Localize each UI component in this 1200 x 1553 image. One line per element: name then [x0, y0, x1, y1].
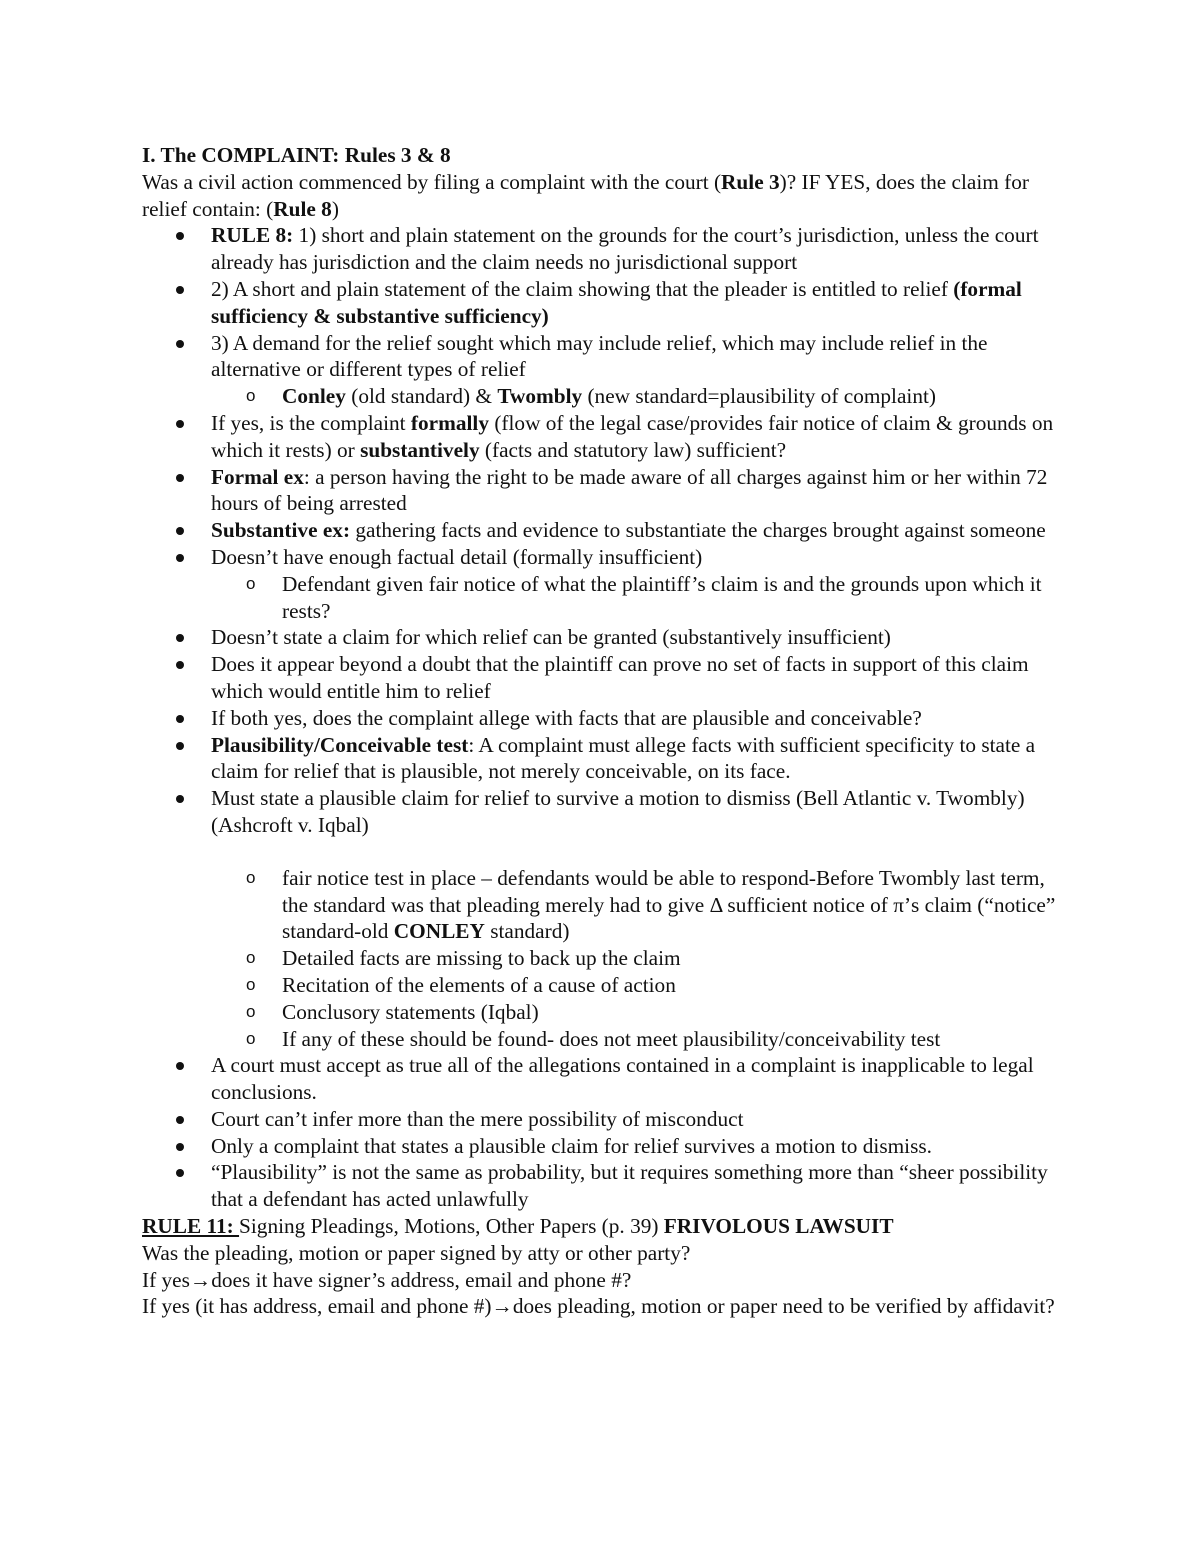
document-page: [142, 142, 1062, 1320]
item-text: standard): [484, 919, 570, 944]
list-item-rule8: [142, 222, 1062, 276]
item-text: 3) A demand for the relief sought which may include relief, which may include relief in the alternative or different types of relief: [211, 330, 988, 382]
item-text: Conclusory statements (Iqbal): [282, 999, 539, 1024]
item-text: If yes, is the complaint: [211, 410, 411, 435]
item-text: If both yes, does the complaint allege with facts that are plausible and conceivable?: [211, 705, 922, 730]
item-text: Doesn’t have enough factual detail (formally insufficient): [211, 544, 703, 569]
rule11-heading: [142, 1213, 1062, 1240]
item-text: 1) short and plain statement on the grounds for the court’s jurisdiction, unless the court already has jurisdiction and the claim needs no jurisdictional support: [211, 223, 1039, 275]
item-text: gathering facts and evidence to substantiate the charges brought against someone: [350, 518, 1046, 543]
item-bold: formally: [410, 410, 489, 435]
question-1: Was the pleading, motion or paper signed by atty or other party?: [142, 1240, 691, 1265]
item-text: : A complaint must allege facts with sufficient specificity to state a claim for relief that is plausible, not merely conceivable, on its face.: [211, 732, 1036, 784]
item-text: 2) A short and plain statement of the claim showing that the pleader is entitled to relief: [211, 276, 954, 301]
item-text: “Plausibility” is not the same as probability, but it requires something more than “sheer possibility that a defendant has acted unlawfully: [211, 1160, 1048, 1212]
list-item: [142, 705, 1062, 732]
sub-list-item: [142, 1026, 1062, 1053]
intro-rule3: Rule 3: [721, 169, 780, 194]
item-text: A court must accept as true all of the allegations contained in a complaint is inapplicable to legal conclusions.: [211, 1053, 1034, 1105]
intro-paragraph: [142, 169, 1062, 223]
question-2: [142, 1267, 1062, 1294]
list-item: [142, 330, 1062, 384]
item-text: Detailed facts are missing to back up the claim: [282, 946, 681, 971]
question-3: [142, 1293, 1062, 1320]
rule11-label: RULE 11:: [142, 1214, 240, 1239]
list-item: [142, 732, 1062, 786]
item-bold: Conley: [282, 384, 346, 409]
question-text: If yes: [142, 1267, 190, 1292]
sub-list-item: [142, 999, 1062, 1026]
item-bold: CONLEY: [393, 919, 485, 944]
arrow-icon: →: [189, 1267, 212, 1292]
question-text: does it have signer’s address, email and phone #?: [211, 1267, 632, 1292]
item-bold: substantively: [360, 437, 480, 462]
item-bold: Formal ex: [211, 464, 304, 489]
intro-text: ): [331, 196, 339, 221]
item-text: If any of these should be found- does not meet plausibility/conceivability test: [282, 1026, 941, 1051]
list-item: [142, 785, 1062, 839]
list-item: [142, 1052, 1062, 1106]
sub-list-item: [142, 865, 1062, 945]
item-bold: RULE 8:: [211, 223, 294, 248]
sub-list-item: [142, 945, 1062, 972]
item-text: (old standard) &: [345, 384, 498, 409]
item-bold: Twombly: [497, 384, 583, 409]
complaint-list: [142, 222, 1062, 1213]
intro-text: )? IF YES, does the claim for relief contain: (: [142, 169, 1030, 221]
list-item: [142, 517, 1062, 544]
intro-text: Was a civil action commenced by filing a complaint with the court (: [142, 169, 722, 194]
list-item: [142, 651, 1062, 705]
item-text: Must state a plausible claim for relief to survive a motion to dismiss (Bell Atlantic v. Twombly) (Ashcroft v. Iqbal): [211, 786, 1025, 837]
item-text: Court can’t infer more than the mere possibility of misconduct: [211, 1106, 744, 1131]
item-text: Doesn’t state a claim for which relief can be granted (substantively insufficient): [211, 625, 891, 650]
list-item: [142, 464, 1062, 518]
sub-list-item: [142, 571, 1062, 625]
item-text: fair notice test in place – defendants would be able to respond-Before Twombly last term, the standard was that pleading merely had to give Δ sufficient notice of π’s claim (“notice” standard-old: [282, 865, 1056, 944]
section-heading: [142, 142, 1062, 169]
arrow-icon: →: [491, 1294, 513, 1319]
heading-text: I. The COMPLAINT: Rules 3 & 8: [142, 143, 451, 167]
sub-list-item: [142, 972, 1062, 999]
list-item: [142, 1133, 1062, 1160]
list-item: [142, 624, 1062, 651]
sub-list-item: [142, 383, 1062, 410]
list-item: [142, 1106, 1062, 1133]
item-text: (facts and statutory law) sufficient?: [479, 437, 787, 462]
item-bold: Substantive ex:: [211, 518, 351, 543]
list-item: [142, 544, 1062, 571]
item-text: : a person having the right to be made aware of all charges against him or her within 72 hours of being arrested: [211, 464, 1048, 516]
item-text: Does it appear beyond a doubt that the plaintiff can prove no set of facts in support of this claim which would entitle him to relief: [211, 652, 1029, 703]
item-text: (new standard=plausibility of complaint): [582, 384, 937, 409]
item-bold: Plausibility/Conceivable test: [211, 732, 469, 757]
rule11-frivolous: FRIVOLOUS LAWSUIT: [663, 1214, 894, 1239]
intro-rule8: Rule 8: [273, 196, 332, 221]
item-text: Only a complaint that states a plausible claim for relief survives a motion to dismiss.: [211, 1133, 932, 1158]
list-item: [142, 410, 1062, 464]
item-text: Defendant given fair notice of what the plaintiff’s claim is and the grounds upon which it rests?: [282, 571, 1042, 623]
question-text: If yes (it has address, email and phone #): [142, 1294, 492, 1319]
rule11-text: Signing Pleadings, Motions, Other Papers (p. 39): [239, 1214, 664, 1239]
item-bold: (formal sufficiency & substantive sufficiency): [211, 276, 1022, 328]
list-item: [142, 276, 1062, 330]
question-text: does pleading, motion or paper need to be verified by affidavit?: [512, 1294, 1055, 1319]
item-text: Recitation of the elements of a cause of action: [282, 972, 676, 997]
item-text: (flow of the legal case/provides fair notice of claim & grounds on which it rests) or: [211, 410, 1054, 462]
list-item: [142, 1159, 1062, 1213]
